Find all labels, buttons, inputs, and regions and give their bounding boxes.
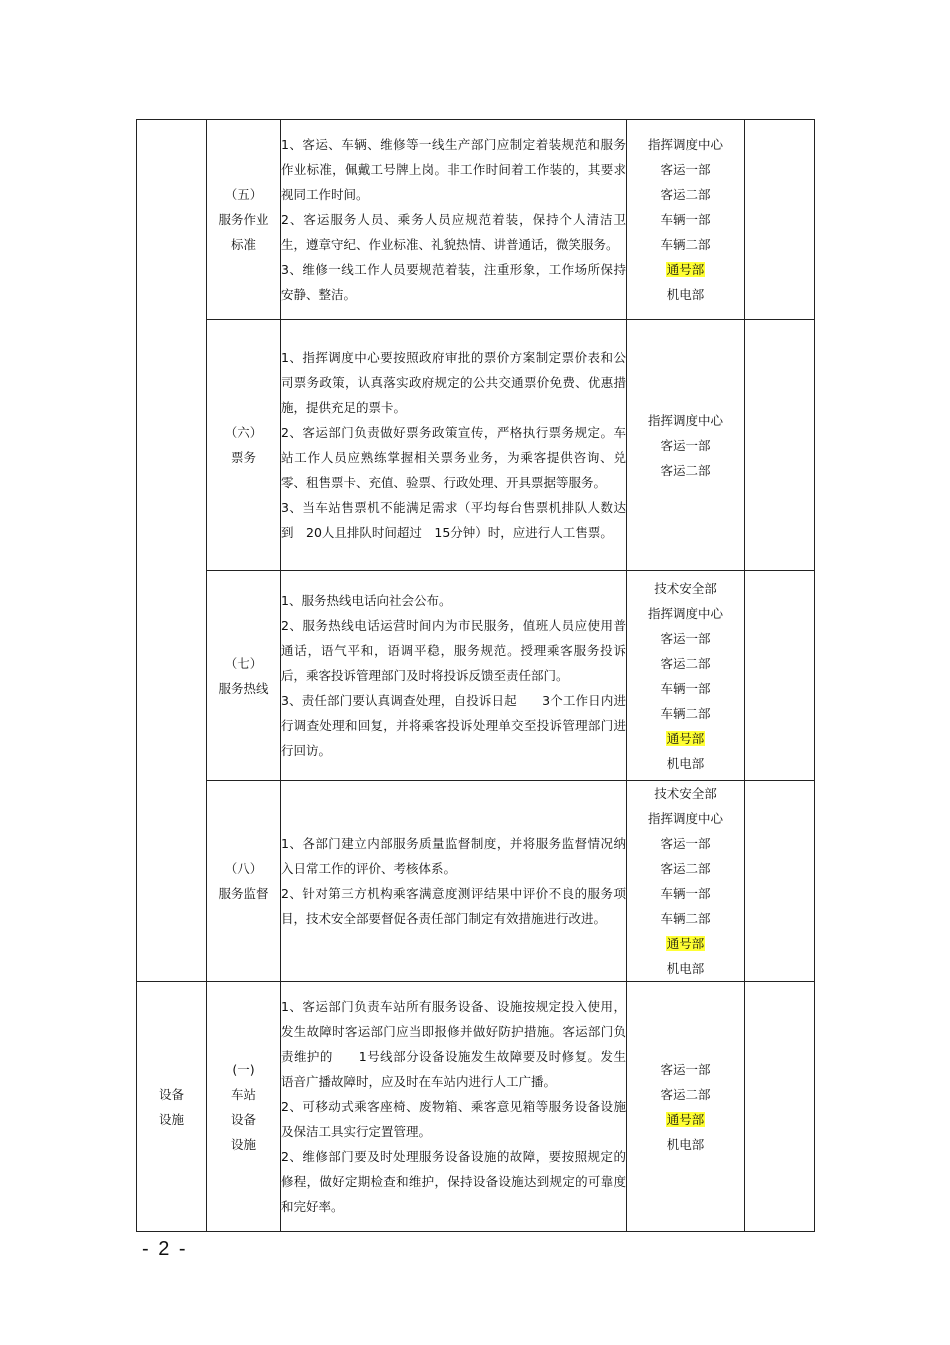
table-row bbox=[137, 320, 815, 571]
responsible-dept-cell: 客运一部 客运二部 通号部 机电部 bbox=[627, 982, 745, 1232]
content-paragraph: 2、客运部门负责做好票务政策宣传，严格执行票务规定。车站工作人员应熟练掌握相关票务业务，为乘客提供咨询、兑零、租售票卡、充值、验票、行政处理、开具票据等服务。 bbox=[281, 425, 626, 490]
responsible-dept-cell: 指挥调度中心 客运一部 客运二部 车辆一部 车辆二部 通号部 机电部 bbox=[627, 120, 745, 320]
table-row bbox=[137, 781, 815, 982]
content-paragraph: 3、维修一线工作人员要规范着装，注重形象，工作场所保持安静、整洁。 bbox=[281, 262, 626, 302]
content-paragraph: 1、客运、车辆、维修等一线生产部门应制定着装规范和服务作业标准，佩戴工号牌上岗。非工作时间着工作装的，其要求视同工作时间。 bbox=[281, 137, 626, 202]
content-paragraph: 1、服务热线电话向社会公布。 bbox=[281, 593, 452, 608]
table-row bbox=[137, 571, 815, 781]
content-paragraph: 2、针对第三方机构乘客满意度测评结果中评价不良的服务项目，技术安全部要督促各责任部门制定有效措施进行改进。 bbox=[281, 886, 626, 926]
item-title-cell: （五） 服务作业 标准 bbox=[207, 120, 281, 320]
content-paragraph: 3、当车站售票机不能满足需求（平均每台售票机排队人数达到 20人且排队时间超过 15分钟）时，应进行人工售票。 bbox=[281, 500, 626, 540]
service-standards-table bbox=[136, 119, 815, 1232]
item-content-cell bbox=[281, 781, 627, 982]
responsible-dept-cell: 技术安全部 指挥调度中心 客运一部 客运二部 车辆一部 车辆二部 通号部 机电部 bbox=[627, 571, 745, 781]
content-paragraph: 2、客运服务人员、乘务人员应规范着装，保持个人清洁卫生，遵章守纪、作业标准、礼貌热情、讲普通话，微笑服务。 bbox=[281, 212, 626, 252]
item-title-cell: （六） 票务 bbox=[207, 320, 281, 571]
content-paragraph: 2、可移动式乘客座椅、废物箱、乘客意见箱等服务设备设施及保洁工具实行定置管理。 bbox=[281, 1099, 626, 1139]
content-paragraph: 2、服务热线电话运营时间内为市民服务，值班人员应使用普通话，语气平和，语调平稳，服务规范。授理乘客服务投诉后，乘客投诉管理部门及时将投诉反馈至责任部门。 bbox=[281, 618, 626, 683]
item-content-cell bbox=[281, 982, 627, 1232]
item-content-cell bbox=[281, 571, 627, 781]
content-paragraph: 1、各部门建立内部服务质量监督制度，并将服务监督情况纳入日常工作的评价、考核体系。 bbox=[281, 836, 626, 876]
responsible-dept-cell: 指挥调度中心 客运一部 客运二部 bbox=[627, 320, 745, 571]
highlighted-dept: 通号部 bbox=[666, 1111, 705, 1127]
content-paragraph: 2、维修部门要及时处理服务设备设施的故障，要按照规定的修程，做好定期检查和维护，保持设备设施达到规定的可靠度和完好率。 bbox=[281, 1149, 626, 1214]
item-title-cell: （八） 服务监督 bbox=[207, 781, 281, 982]
responsible-dept-cell: 技术安全部 指挥调度中心 客运一部 客运二部 车辆一部 车辆二部 通号部 机电部 bbox=[627, 781, 745, 982]
category-cell-empty bbox=[137, 120, 207, 982]
page-number: - 2 - bbox=[142, 1238, 188, 1260]
remarks-cell bbox=[745, 571, 815, 781]
content-paragraph: 1、客运部门负责车站所有服务设备、设施按规定投入使用，发生故障时客运部门应当即报修并做好防护措施。客运部门负责维护的 1号线部分设备设施发生故障要及时修复。发生语音广播故障时，应及时在车站内进行人工广播。 bbox=[281, 999, 626, 1089]
highlighted-dept: 通号部 bbox=[666, 730, 705, 746]
remarks-cell bbox=[745, 120, 815, 320]
remarks-cell bbox=[745, 982, 815, 1232]
content-paragraph: 3、责任部门要认真调查处理，自投诉日起 3个工作日内进行调查处理和回复，并将乘客投诉处理单交至投诉管理部门进行回访。 bbox=[281, 693, 626, 758]
item-content-cell bbox=[281, 120, 627, 320]
category-cell: 设备 设施 bbox=[137, 982, 207, 1232]
item-content-cell bbox=[281, 320, 627, 571]
item-title-cell: （七） 服务热线 bbox=[207, 571, 281, 781]
highlighted-dept: 通号部 bbox=[666, 936, 705, 951]
table-row bbox=[137, 982, 815, 1232]
remarks-cell bbox=[745, 320, 815, 571]
item-title-cell: (一) 车站 设备 设施 bbox=[207, 982, 281, 1232]
highlighted-dept: 通号部 bbox=[666, 262, 705, 277]
remarks-cell bbox=[745, 781, 815, 982]
table-row bbox=[137, 120, 815, 320]
content-paragraph: 1、指挥调度中心要按照政府审批的票价方案制定票价表和公司票务政策，认真落实政府规定的公共交通票价免费、优惠措施，提供充足的票卡。 bbox=[281, 350, 626, 415]
